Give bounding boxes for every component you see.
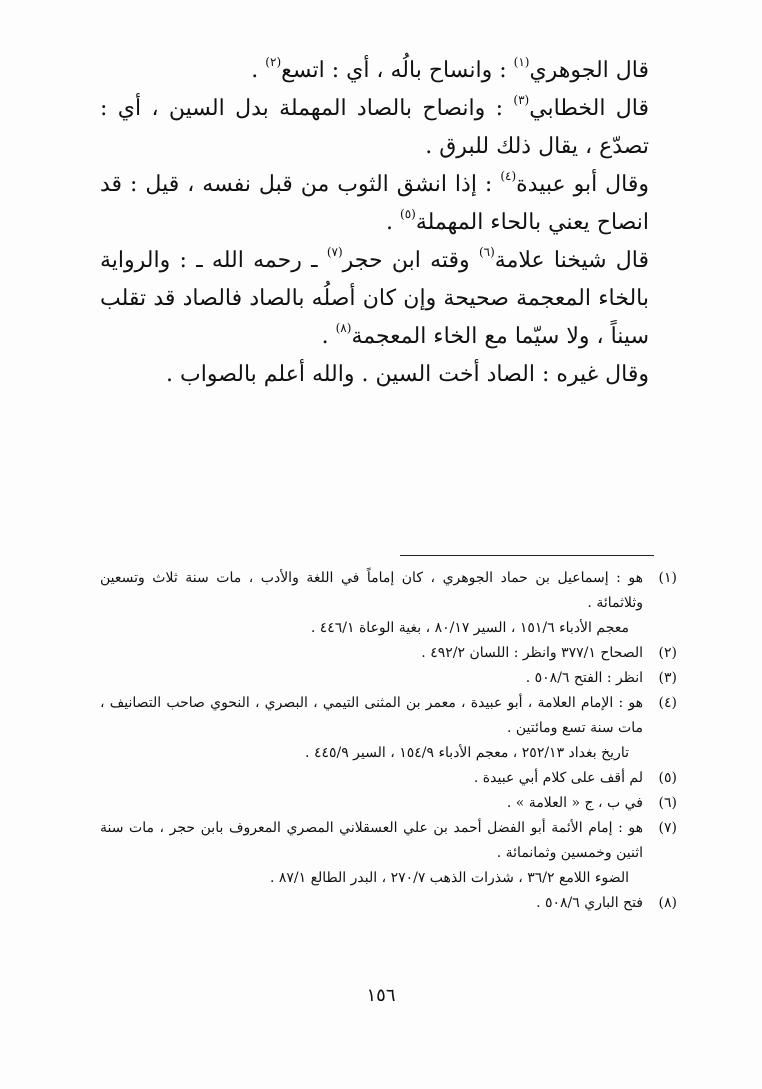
text: ـ رحمه الله ـ : والرواية بالخاء المعجمة صحيحة وإن كان أصلُه بالصاد فالصاد قد تقلب سيناً ، ولا سيّما مع الخاء المعجمة [100,248,649,349]
footnote-body [100,766,643,791]
text: قال الجوهري [529,58,649,83]
footnote-number: (٦) [658,795,677,811]
footnote-ref[interactable]: (١) [513,54,530,69]
footnote [100,691,677,766]
footnote-text: لم أقف على كلام أبي عبيدة . [473,770,643,786]
footnote [100,566,677,641]
footnote [100,666,677,691]
text: . [251,58,266,83]
footnote-body [100,566,643,641]
footnote-body [100,791,643,816]
footnote-ref[interactable]: (٥) [400,206,416,221]
footnote-number: (١) [658,570,677,586]
footnote-body [100,666,643,691]
footnote-body [100,691,643,766]
page-number: ١٥٦ [366,985,396,1006]
footnote-source: تاريخ بغداد ٢٥٢/١٣ ، معجم الأدباء ١٥٤/٩ ، السير ٤٤٥/٩ . [305,745,629,761]
footnote [100,791,677,816]
footnote [100,766,677,791]
main-text [100,52,677,394]
text: . [321,324,336,349]
footnote-text: الصحاح ٣٧٧/١ وانظر : اللسان ٤٩٢/٢ . [421,645,643,661]
footnote-number: (٢) [658,645,677,661]
footnote-text: فتح الباري ٥٠٨/٦ . [536,895,643,911]
paragraph-1 [100,52,677,90]
footnote [100,891,677,916]
footnote-number: (٤) [658,695,677,711]
footnote-number: (٨) [658,895,677,911]
footnote-divider [400,555,654,556]
footnote-ref[interactable]: (٢) [265,54,282,69]
footnote-ref[interactable]: (٤) [500,168,517,183]
text: : إذا انشق الثوب من قبل نفسه ، قيل : قد انصاح يعني بالحاء المهملة [100,172,649,235]
footnote-ref[interactable]: (٣) [513,92,530,107]
paragraph-3 [100,166,677,242]
text: وقال أبو عبيدة [516,172,649,197]
footnote [100,816,677,891]
footnote-text: في ب ، ج « العلامة » . [506,795,643,811]
paragraph-2 [100,90,677,166]
footnote-body [100,816,643,891]
footnote-ref[interactable]: (٧) [326,244,343,259]
footnote-text: انظر : الفتح ٥٠٨/٦ . [525,670,643,686]
footnotes [100,566,677,916]
footnote-ref[interactable]: (٨) [335,320,352,335]
footnote-ref[interactable]: (٦) [478,244,495,259]
footnote-text: هو : إسماعيل بن حماد الجوهري ، كان إماماً في اللغة والأدب ، مات سنة ثلاث وتسعين وثلاثمائة . [100,570,643,611]
footnote [100,641,677,666]
footnote-number: (٧) [658,820,677,836]
footnote-number: (٥) [658,770,677,786]
footnote-text: هو : إمام الأئمة أبو الفضل أحمد بن علي العسقلاني المصري المعروف بابن حجر ، مات سنة اثنين وخمسين وثمانمائة . [100,820,643,861]
footnote-body [100,641,643,666]
paragraph-5: وقال غيره : الصاد أخت السين . والله أعلم بالصواب . [166,362,649,387]
footnote-source: معجم الأدباء ١٥١/٦ ، السير ٨٠/١٧ ، بغية الوعاة ٤٤٦/١ . [310,620,629,636]
footnote-number: (٣) [658,670,677,686]
footnote-text: هو : الإمام العلامة ، أبو عبيدة ، معمر بن المثنى التيمي ، البصري ، النحوي صاحب التصانيف ، مات سنة تسع ومائتين . [100,695,643,736]
text: : وانصاح بالصاد المهملة بدل السين ، أي : تصدّع ، يقال ذلك للبرق . [100,96,649,159]
footnote-source: الضوء اللامع ٣٦/٢ ، شذرات الذهب ٢٧٠/٧ ، البدر الطالع ٨٧/١ . [269,870,629,886]
text: : وانساح بالُه ، أي : اتسع [281,58,514,83]
footnote-body [100,891,643,916]
text: وقته ابن حجر [342,248,479,273]
text: قال شيخنا علامة [494,248,649,273]
paragraph-4 [100,242,677,356]
text: قال الخطابي [529,96,649,121]
text: . [386,210,400,235]
